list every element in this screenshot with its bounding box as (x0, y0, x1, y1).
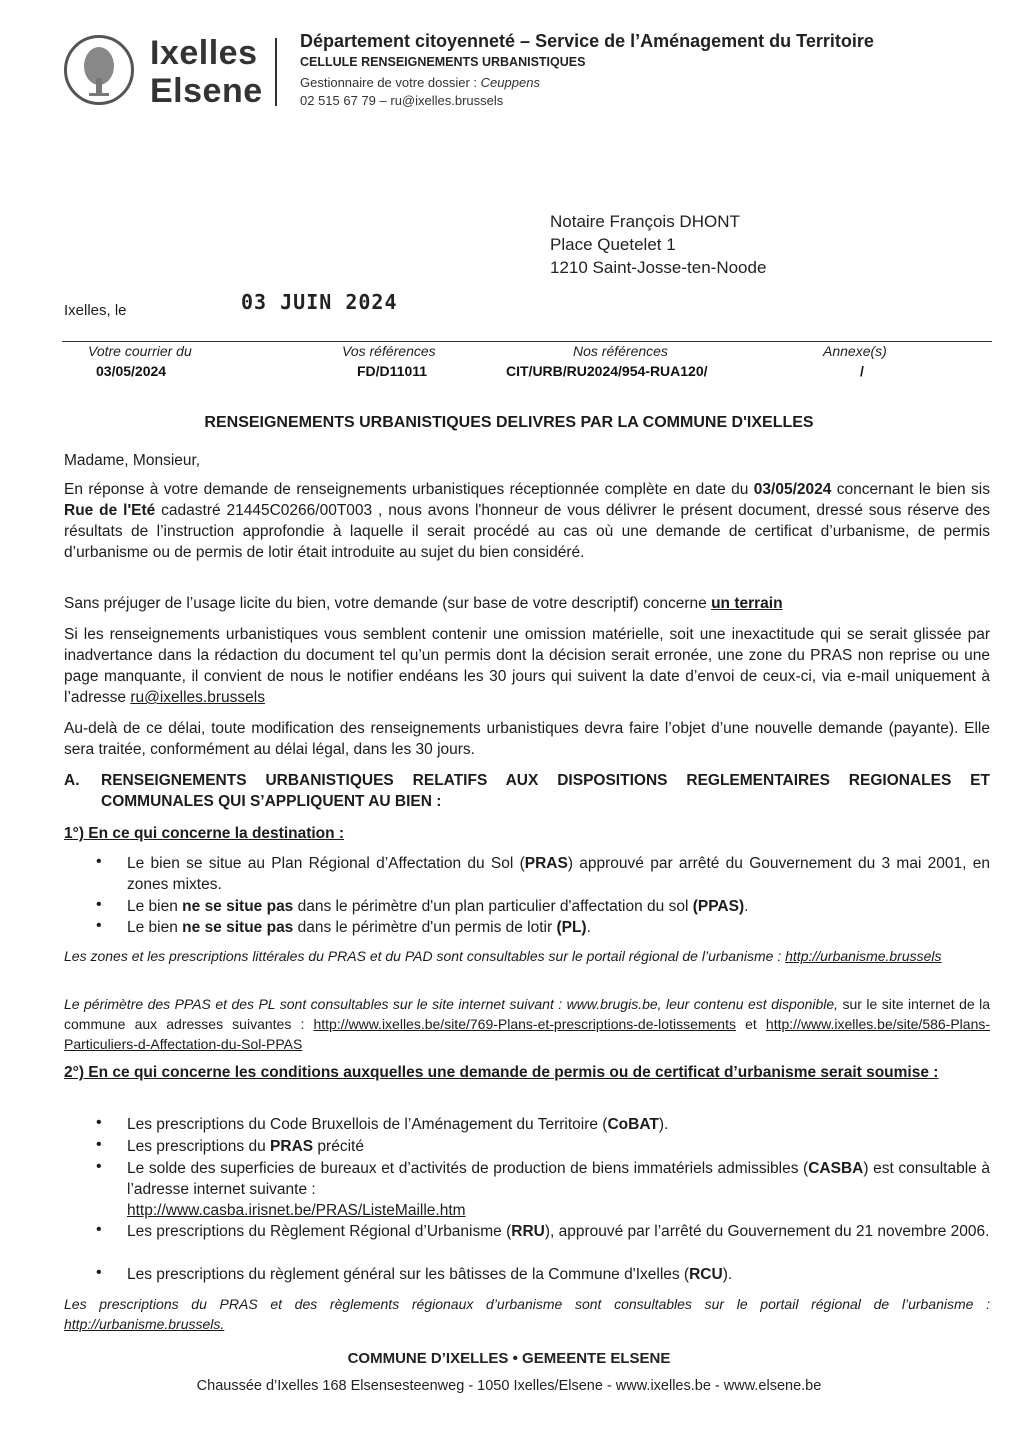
footer-commune: COMMUNE D’IXELLES • GEMEENTE ELSENE (347, 1350, 671, 1367)
urbanisme-link-2[interactable]: http://urbanisme.brussels. (64, 1316, 225, 1332)
contact-info: 02 515 67 79 – ru@ixelles.brussels (300, 93, 504, 108)
bullet-dot: • (96, 1264, 102, 1281)
bullet-dot: • (96, 917, 102, 934)
logo-divider (275, 38, 277, 106)
recipient-city: 1210 Saint-Josse-ten-Noode (550, 258, 767, 277)
sub1-item-pl: Le bien ne se situe pas dans le périmètre d'un permis de lotir (PL). (127, 919, 591, 936)
recipient-street: Place Quetelet 1 (550, 235, 676, 254)
sub2-item-cobat: Les prescriptions du Code Bruxellois de l’Aménagement du Territoire (CoBAT). (127, 1116, 669, 1133)
recipient-name: Notaire François DHONT (550, 212, 740, 231)
section-a-title: RENSEIGNEMENTS URBANISTIQUES RELATIFS AUX DISPOSITIONS REGLEMENTAIRES REGIONALES ET COMMUNALES QUI S’APPLIQUENT AU BIEN : (101, 772, 990, 810)
bullet-dot: • (96, 1114, 102, 1131)
sub2-item-rcu: Les prescriptions du règlement général sur les bâtisses de la Commune d'Ixelles (RCU). (127, 1266, 733, 1283)
sub2-note-portal: Les prescriptions du PRAS et des règlements régionaux d’urbanisme sont consultables sur le portail régional de l’urbanisme : http://urbanisme.brussels. (64, 1296, 990, 1332)
lotissements-link[interactable]: http://www.ixelles.be/site/769-Plans-et-prescriptions-de-lotissements (313, 1016, 736, 1032)
urbanisme-link[interactable]: http://urbanisme.brussels (785, 948, 942, 964)
tree-icon (75, 44, 123, 100)
bullet-dot: • (96, 853, 102, 870)
courier-label: Votre courrier du (88, 343, 192, 359)
email-link[interactable]: ru@ixelles.brussels (130, 689, 265, 706)
beyond-paragraph: Au-delà de ce délai, toute modification des renseignements urbanistiques devra faire l’objet d’une nouvelle demande (payante). Elle sera traitée, conformément au délai légal, dans les 30 jours. (64, 720, 990, 758)
request-date: 03/05/2024 (753, 481, 832, 498)
section-a-letter: A. (64, 772, 80, 789)
department-name: Département citoyenneté – Service de l’Aménagement du Territoire (300, 31, 874, 51)
your-references-value: FD/D11011 (357, 363, 428, 379)
sub1-item-ppas: Le bien ne se situe pas dans le périmètre d'un plan particulier d'affectation du sol (PPAS). (127, 898, 749, 915)
sub1-note-ppas: Le périmètre des PPAS et des PL sont consultables sur le site internet suivant : www.brugis.be, leur contenu est disponible, sur le site internet de la commune aux adresses suivantes : http://www.ixelles.be/site/769-Plans-et-prescriptions-de-lotissements et http://www.ixelles.be/site/586-Plans-Particuliers-d-Affectation-du-Sol-PPAS (64, 996, 991, 1052)
logo-text-ixelles: Ixelles (150, 34, 258, 72)
sub2-heading: 2°) En ce qui concerne les conditions auxquelles une demande de permis ou de certificat d’urbanisme serait soumise : (64, 1064, 939, 1081)
ppas-link[interactable]: http://www.ixelles.be/site/586-Plans-Particuliers-d-Affectation-du-Sol-PPAS (64, 1016, 991, 1052)
document-title: RENSEIGNEMENTS URBANISTIQUES DELIVRES PAR LA COMMUNE D'IXELLES (204, 414, 814, 431)
your-references-label: Vos références (342, 343, 436, 359)
salutation: Madame, Monsieur, (64, 452, 201, 469)
sub2-item-pras: Les prescriptions du PRAS précité (127, 1138, 364, 1155)
logo-text-elsene: Elsene (150, 72, 263, 110)
courier-value: 03/05/2024 (96, 363, 167, 379)
sub2-item-casba: Le solde des superficies de bureaux et d’activités de production de biens immatériels admissibles (CASBA) est consultable à l’adresse internet suivante : http://www.casba.irisnet.be/PRAS/ListeMaille.htm (127, 1160, 991, 1219)
bullet-dot: • (96, 1221, 102, 1238)
sub1-heading: 1°) En ce qui concerne la destination : (64, 825, 345, 842)
sub1-item-pras: Le bien se situe au Plan Régional d’Affectation du Sol (PRAS) approuvé par arrêté du Gouvernement du 3 mai 2001, en zones mixtes. (127, 855, 990, 893)
footer-address: Chaussée d’Ixelles 168 Elsensesteenweg - 1050 Ixelles/Elsene - www.ixelles.be - www.elsene.be (196, 1378, 822, 1394)
casba-link[interactable]: http://www.casba.irisnet.be/PRAS/ListeMaille.htm (127, 1202, 466, 1219)
bullet-dot: • (96, 1158, 102, 1175)
date-stamp: 03 JUIN 2024 (241, 290, 398, 314)
intro-paragraph: En réponse à votre demande de renseignements urbanistiques réceptionnée complète en date du 03/05/2024 concernant le bien sis Rue de l'Eté cadastré 21445C0266/00T003 , nous avons l'honneur de vous délivrer le présent document, dressé sous réserve des résultats de l’instruction approfondie à laquelle il serait procédé au cas où une demande de certificat d’urbanisme, de permis d’urbanisme ou de permis de lotir était introduite au sujet du bien considéré. (64, 481, 990, 561)
cell-name: CELLULE RENSEIGNEMENTS URBANISTIQUES (300, 55, 586, 69)
annex-label: Annexe(s) (823, 343, 887, 359)
our-references-value: CIT/URB/RU2024/954-RUA120/ (506, 363, 708, 379)
usage-paragraph: Sans préjuger de l’usage licite du bien, votre demande (sur base de votre descriptif) concerne un terrain (64, 595, 783, 612)
sub1-note-portal: Les zones et les prescriptions littérales du PRAS et du PAD sont consultables sur le portail régional de l’urbanisme : http://urbanisme.brussels (64, 948, 942, 964)
property-street: Rue de l'Eté (64, 502, 156, 519)
ixelles-logo (64, 35, 134, 105)
omission-paragraph: Si les renseignements urbanistiques vous semblent contenir une omission matérielle, soit une inexactitude qui se serait glissée par inadvertance dans la rédaction du document tel qu’un permis dont la décision serait erronée, une zone du PRAS non reprise ou une page manquante, il convient de nous le notifier endéans les 30 jours qui suivent la date d’envoi de ceux-ci, via e-mail uniquement à l’adresse ru@ixelles.brussels (64, 626, 990, 706)
bullet-dot: • (96, 896, 102, 913)
file-manager: Gestionnaire de votre dossier : Ceuppens (300, 75, 540, 90)
sub2-item-rru: Les prescriptions du Règlement Régional d’Urbanisme (RRU), approuvé par l’arrêté du Gouvernement du 21 novembre 2006. (127, 1223, 990, 1240)
our-references-label: Nos références (573, 343, 668, 359)
annex-value: / (860, 363, 864, 379)
bullet-dot: • (96, 1136, 102, 1153)
date-label: Ixelles, le (64, 302, 127, 319)
file-manager-name: Ceuppens (480, 75, 540, 90)
property-type: un terrain (711, 595, 783, 612)
reference-rule (62, 341, 992, 342)
